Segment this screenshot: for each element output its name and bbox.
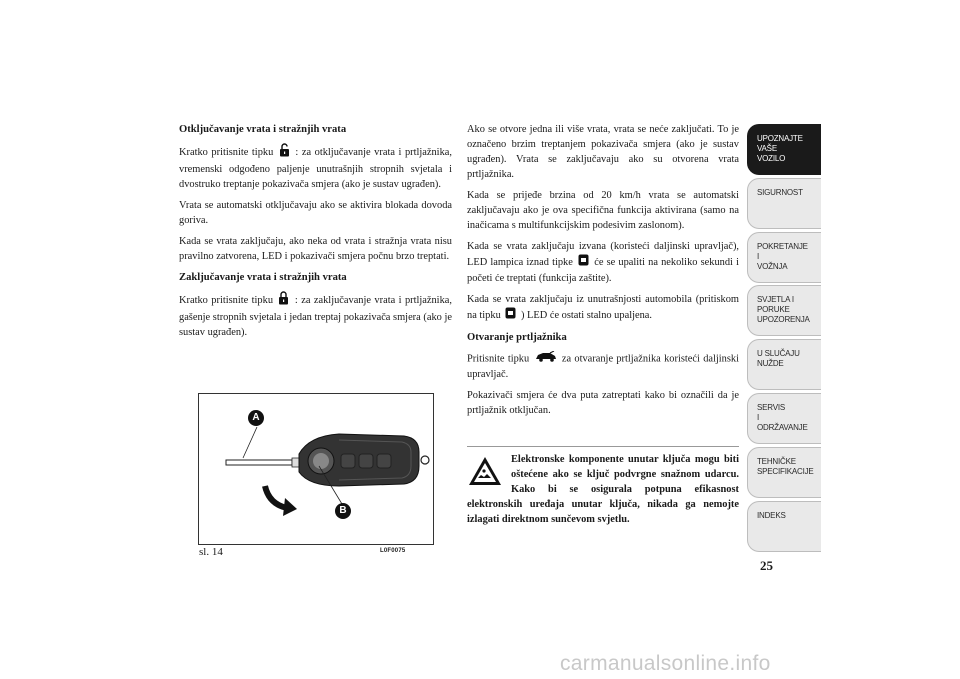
text-fragment: ) LED će ostati stalno upaljena. bbox=[520, 309, 652, 321]
heading-unlocking: Otključavanje vrata i stražnjih vrata bbox=[179, 124, 347, 135]
text-fragment: Kratko pritisnite tipku bbox=[179, 294, 274, 306]
door-lock-icon bbox=[505, 307, 516, 324]
key-figure bbox=[198, 393, 434, 545]
paragraph-indicators: Pokazivači smjera će dva puta zatreptati kako bi označili da je prtljažnik otključan. bbox=[467, 390, 739, 416]
footer-watermark: carmanualsonline.info bbox=[560, 652, 771, 675]
paragraph-led-inside bbox=[467, 292, 739, 324]
text-fragment: Pritisnite tipku bbox=[467, 353, 530, 365]
paragraph-fuel-cutoff: Vrata se automatski otključavaju ako se aktivira blokada dovoda goriva. bbox=[179, 200, 452, 226]
warning-divider bbox=[467, 446, 739, 447]
chapter-tab-2[interactable]: POKRETANJE I VOŽNJA bbox=[747, 232, 821, 283]
door-lock-icon bbox=[578, 254, 589, 271]
chapter-tab-0[interactable]: UPOZNAJTE VAŠE VOZILO bbox=[747, 124, 821, 175]
text-fragment: će se upaliti na nekoliko sekundi i početi će treptati (funkcija zaštite). bbox=[467, 256, 739, 284]
paragraph-trunk-button bbox=[467, 351, 739, 382]
chapter-tab-1[interactable]: SIGURNOST bbox=[747, 178, 821, 229]
paragraph-door-open: Ako se otvore jedna ili više vrata, vrata se neće zaključati. To je označeno brzim treptanjem pokazivača smjera (ako je sustav ugrađen). Vrata se zaključavaju ako su otvorena vrata prtljažnika. bbox=[467, 124, 739, 180]
callout-b: B bbox=[335, 503, 351, 519]
right-column bbox=[467, 122, 739, 424]
text-fragment: : za zaključavanje vrata i prtljažnika, gašenje stropnih svjetala i jedan treptaj pokazivača smjera (ako je sustav ugrađen). bbox=[179, 294, 452, 338]
figure-code: L0F0075 bbox=[380, 548, 406, 554]
chapter-tab-3[interactable]: SVJETLA I PORUKE UPOZORENJA bbox=[747, 285, 821, 336]
left-column bbox=[179, 122, 452, 346]
text-fragment: Kratko pritisnite tipku bbox=[179, 146, 274, 158]
warning-text: Elektronske komponente unutar ključa mogu biti oštećene ako se ključ podvrgne snažnom udarcu. Kako bi se osigurala potpuna efikasnost elektronskih uređaja unutar ključa, nikada ga nemojte izlagati direktnom sunčevom svjetlu. bbox=[467, 454, 739, 525]
callout-a: A bbox=[248, 410, 264, 426]
paragraph-unlock-button bbox=[179, 143, 452, 192]
lock-open-icon bbox=[279, 143, 290, 162]
chapter-tab-5[interactable]: SERVIS I ODRŽAVANJE bbox=[747, 393, 821, 444]
text-fragment: : za otključavanje vrata i prtljažnika, vremenski odgođeno paljenje unutrašnjih stropnih svjetala i dvostruko treptanje pokazivača smjera (ako je sustav ugrađen). bbox=[179, 146, 452, 190]
paragraph-speed-lock: Kada se prijeđe brzina od 20 km/h vrata se automatski zaključavaju ako je ova specifična funkcija aktivirana (samo na inačicama s multifunkcijskim podesivim zaslonom). bbox=[467, 190, 739, 231]
lock-closed-icon bbox=[278, 291, 289, 310]
paragraph-led-remote bbox=[467, 239, 739, 286]
chapter-tabs bbox=[747, 124, 821, 554]
chapter-tab-7[interactable]: INDEKS bbox=[747, 501, 821, 552]
page-number: 25 bbox=[760, 558, 773, 573]
text-fragment: Kada se vrata zaključaju iz unutrašnjosti automobila (pritiskom na tipku bbox=[467, 294, 739, 321]
paragraph-lock-button bbox=[179, 291, 452, 340]
warning-box bbox=[467, 452, 739, 527]
chapter-tab-4[interactable]: U SLUČAJU NUŽDE bbox=[747, 339, 821, 390]
trunk-icon bbox=[535, 351, 557, 367]
heading-trunk-opening: Otvaranje prtljažnika bbox=[467, 332, 567, 343]
paragraph-led-warning: Kada se vrata zaključaju, ako neka od vrata i stražnja vrata nisu pravilno zatvorena, LED i pokazivači smjera počnu brzo treptati. bbox=[179, 236, 452, 262]
figure-caption: sl. 14 bbox=[199, 546, 223, 558]
text-fragment: za otvaranje prtljažnika koristeći daljinski upravljač. bbox=[467, 353, 739, 380]
key-illustration bbox=[199, 394, 433, 544]
text-fragment: Kada se vrata zaključaju izvana (koristeći daljinski upravljač), LED lampica iznad tipke bbox=[467, 241, 739, 268]
warning-icon bbox=[467, 455, 503, 487]
heading-locking: Zaključavanje vrata i stražnjih vrata bbox=[179, 272, 347, 283]
chapter-tab-6[interactable]: TEHNIČKE SPECIFIKACIJE bbox=[747, 447, 821, 498]
